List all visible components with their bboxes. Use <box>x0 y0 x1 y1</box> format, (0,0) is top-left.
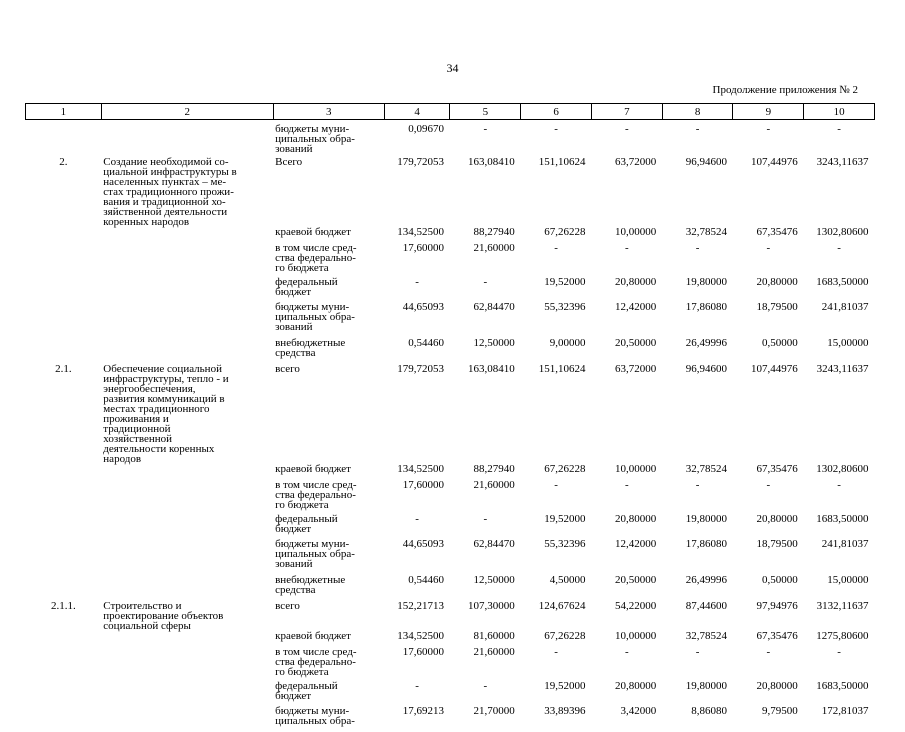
value-cell-col8: - <box>662 647 733 681</box>
page-number: 34 <box>0 61 905 76</box>
value-cell-col4: 0,54460 <box>384 338 450 364</box>
value-cell-col7: - <box>591 647 662 681</box>
row-funding-source: бюджеты муни- ципальных обра- <box>273 706 384 732</box>
value-cell-col8: 32,78524 <box>662 227 733 243</box>
value-cell-col6: 67,26228 <box>521 464 592 480</box>
row-code <box>26 243 102 277</box>
value-cell-col9: 9,79500 <box>733 706 804 732</box>
value-cell-col7: 20,80000 <box>591 277 662 302</box>
value-cell-col9: 107,44976 <box>733 364 804 464</box>
value-cell-col6: 19,52000 <box>521 277 592 302</box>
table-row <box>26 631 875 647</box>
value-cell-col5: 88,27940 <box>450 227 521 243</box>
row-activity-name <box>101 227 273 243</box>
value-cell-col7: - <box>591 243 662 277</box>
value-cell-col4: 152,21713 <box>384 601 450 631</box>
value-cell-col4: 0,54460 <box>384 575 450 601</box>
value-cell-col4: - <box>384 277 450 302</box>
table-row <box>26 364 875 464</box>
value-cell-col9: 107,44976 <box>733 157 804 227</box>
row-activity-name <box>101 124 273 157</box>
value-cell-col9: 20,80000 <box>733 514 804 539</box>
value-cell-col8: 26,49996 <box>662 575 733 601</box>
value-cell-col4: 17,60000 <box>384 243 450 277</box>
value-cell-col9: - <box>733 480 804 514</box>
row-funding-source: краевой бюджет <box>273 464 384 480</box>
row-activity-name <box>101 575 273 601</box>
table-row <box>26 681 875 706</box>
header-cell-8: 8 <box>662 104 733 120</box>
value-cell-col10: - <box>804 647 875 681</box>
value-cell-col9: 67,35476 <box>733 464 804 480</box>
table-header <box>26 104 875 120</box>
row-code <box>26 277 102 302</box>
value-cell-col8: 32,78524 <box>662 464 733 480</box>
value-cell-col9: 0,50000 <box>733 338 804 364</box>
value-cell-col5: 21,60000 <box>450 480 521 514</box>
row-funding-source: в том числе сред- ства федерально- го бюджета <box>273 243 384 277</box>
value-cell-col8: 19,80000 <box>662 514 733 539</box>
row-funding-source: всего <box>273 601 384 631</box>
table-row <box>26 601 875 631</box>
value-cell-col10: 1683,50000 <box>804 514 875 539</box>
row-code <box>26 631 102 647</box>
row-activity-name <box>101 480 273 514</box>
value-cell-col6: 33,89396 <box>521 706 592 732</box>
value-cell-col5: 163,08410 <box>450 364 521 464</box>
value-cell-col7: 10,00000 <box>591 464 662 480</box>
table-row <box>26 227 875 243</box>
value-cell-col8: 26,49996 <box>662 338 733 364</box>
value-cell-col10: 172,81037 <box>804 706 875 732</box>
value-cell-col9: - <box>733 243 804 277</box>
value-cell-col9: 67,35476 <box>733 227 804 243</box>
header-cell-9: 9 <box>733 104 804 120</box>
value-cell-col5: 12,50000 <box>450 338 521 364</box>
continuation-label: Продолжение приложения № 2 <box>713 84 858 96</box>
value-cell-col5: 21,60000 <box>450 243 521 277</box>
value-cell-col10: 3132,11637 <box>804 601 875 631</box>
value-cell-col5: 88,27940 <box>450 464 521 480</box>
value-cell-col10: 1683,50000 <box>804 277 875 302</box>
table-row <box>26 706 875 732</box>
value-cell-col7: 20,80000 <box>591 681 662 706</box>
table-row <box>26 277 875 302</box>
row-activity-name <box>101 706 273 732</box>
value-cell-col10: 241,81037 <box>804 539 875 575</box>
row-funding-source: бюджеты муни- ципальных обра- зований <box>273 539 384 575</box>
row-code <box>26 647 102 681</box>
row-activity-name <box>101 681 273 706</box>
value-cell-col4: 17,60000 <box>384 647 450 681</box>
value-cell-col5: 21,70000 <box>450 706 521 732</box>
row-activity-name: Создание необходимой со- циальной инфраструктуры в населенных пунктах – ме- стах традиционного прожи- вания и традиционной хо- зяйственной деятельности коренных народов <box>101 157 273 227</box>
value-cell-col8: - <box>662 243 733 277</box>
row-activity-name <box>101 338 273 364</box>
value-cell-col6: 9,00000 <box>521 338 592 364</box>
value-cell-col9: 97,94976 <box>733 601 804 631</box>
row-funding-source: федеральный бюджет <box>273 681 384 706</box>
table-row <box>26 514 875 539</box>
value-cell-col8: 8,86080 <box>662 706 733 732</box>
table-row <box>26 539 875 575</box>
value-cell-col10: - <box>804 243 875 277</box>
row-code <box>26 480 102 514</box>
value-cell-col10: 1275,80600 <box>804 631 875 647</box>
value-cell-col10: 3243,11637 <box>804 364 875 464</box>
value-cell-col8: 19,80000 <box>662 277 733 302</box>
value-cell-col5: 62,84470 <box>450 302 521 338</box>
table-row <box>26 647 875 681</box>
header-cell-7: 7 <box>591 104 662 120</box>
value-cell-col10: 3243,11637 <box>804 157 875 227</box>
row-activity-name <box>101 514 273 539</box>
value-cell-col5: 62,84470 <box>450 539 521 575</box>
value-cell-col4: 179,72053 <box>384 364 450 464</box>
value-cell-col4: 134,52500 <box>384 631 450 647</box>
value-cell-col8: 19,80000 <box>662 681 733 706</box>
value-cell-col7: 54,22000 <box>591 601 662 631</box>
value-cell-col7: 63,72000 <box>591 364 662 464</box>
row-code <box>26 514 102 539</box>
row-code <box>26 227 102 243</box>
value-cell-col6: 124,67624 <box>521 601 592 631</box>
row-code: 2.1. <box>26 364 102 464</box>
value-cell-col7: 3,42000 <box>591 706 662 732</box>
value-cell-col9: 18,79500 <box>733 539 804 575</box>
row-activity-name <box>101 539 273 575</box>
value-cell-col8: 17,86080 <box>662 302 733 338</box>
value-cell-col7: 20,80000 <box>591 514 662 539</box>
value-cell-col5: - <box>450 514 521 539</box>
header-row <box>26 104 875 120</box>
value-cell-col8: - <box>662 480 733 514</box>
value-cell-col9: 18,79500 <box>733 302 804 338</box>
value-cell-col10: 15,00000 <box>804 575 875 601</box>
value-cell-col5: 21,60000 <box>450 647 521 681</box>
value-cell-col10: - <box>804 480 875 514</box>
header-cell-4: 4 <box>384 104 450 120</box>
row-funding-source: федеральный бюджет <box>273 277 384 302</box>
row-code <box>26 302 102 338</box>
budget-table <box>25 103 875 732</box>
table-row <box>26 302 875 338</box>
row-funding-source: внебюджетные средства <box>273 338 384 364</box>
row-code: 2.1.1. <box>26 601 102 631</box>
value-cell-col4: 134,52500 <box>384 227 450 243</box>
row-activity-name <box>101 243 273 277</box>
value-cell-col5: - <box>450 277 521 302</box>
row-funding-source: бюджеты муни- ципальных обра- зований <box>273 124 384 157</box>
header-cell-3: 3 <box>273 104 384 120</box>
row-activity-name: Строительство и проектирование объектов социальной сферы <box>101 601 273 631</box>
value-cell-col4: - <box>384 681 450 706</box>
row-funding-source: федеральный бюджет <box>273 514 384 539</box>
row-activity-name <box>101 277 273 302</box>
table-row <box>26 464 875 480</box>
row-funding-source: всего <box>273 364 384 464</box>
row-funding-source: внебюджетные средства <box>273 575 384 601</box>
value-cell-col10: 1302,80600 <box>804 227 875 243</box>
value-cell-col10: 241,81037 <box>804 302 875 338</box>
value-cell-col6: 55,32396 <box>521 539 592 575</box>
value-cell-col9: 67,35476 <box>733 631 804 647</box>
header-cell-10: 10 <box>804 104 875 120</box>
value-cell-col5: - <box>450 124 521 157</box>
row-funding-source: краевой бюджет <box>273 227 384 243</box>
header-cell-2: 2 <box>101 104 273 120</box>
row-code <box>26 706 102 732</box>
value-cell-col8: 17,86080 <box>662 539 733 575</box>
row-funding-source: в том числе сред- ства федерально- го бюджета <box>273 647 384 681</box>
value-cell-col6: 151,10624 <box>521 157 592 227</box>
value-cell-col4: 44,65093 <box>384 302 450 338</box>
value-cell-col5: 81,60000 <box>450 631 521 647</box>
row-code <box>26 124 102 157</box>
value-cell-col7: 63,72000 <box>591 157 662 227</box>
value-cell-col6: 151,10624 <box>521 364 592 464</box>
value-cell-col5: 163,08410 <box>450 157 521 227</box>
value-cell-col4: 134,52500 <box>384 464 450 480</box>
value-cell-col7: 20,50000 <box>591 575 662 601</box>
value-cell-col8: 32,78524 <box>662 631 733 647</box>
value-cell-col6: 67,26228 <box>521 227 592 243</box>
value-cell-col7: 12,42000 <box>591 539 662 575</box>
row-code <box>26 464 102 480</box>
value-cell-col6: - <box>521 124 592 157</box>
value-cell-col6: - <box>521 243 592 277</box>
value-cell-col6: 19,52000 <box>521 681 592 706</box>
value-cell-col10: 15,00000 <box>804 338 875 364</box>
header-cell-6: 6 <box>521 104 592 120</box>
row-activity-name <box>101 464 273 480</box>
row-funding-source: в том числе сред- ства федерально- го бюджета <box>273 480 384 514</box>
value-cell-col6: - <box>521 480 592 514</box>
value-cell-col5: 107,30000 <box>450 601 521 631</box>
row-code: 2. <box>26 157 102 227</box>
table-row <box>26 243 875 277</box>
row-code <box>26 575 102 601</box>
value-cell-col4: 17,60000 <box>384 480 450 514</box>
value-cell-col4: 0,09670 <box>384 124 450 157</box>
row-code <box>26 338 102 364</box>
row-activity-name <box>101 631 273 647</box>
row-funding-source: Всего <box>273 157 384 227</box>
value-cell-col6: 4,50000 <box>521 575 592 601</box>
value-cell-col6: 19,52000 <box>521 514 592 539</box>
row-activity-name <box>101 302 273 338</box>
value-cell-col9: 20,80000 <box>733 681 804 706</box>
value-cell-col8: 96,94600 <box>662 157 733 227</box>
value-cell-col8: - <box>662 124 733 157</box>
value-cell-col7: 20,50000 <box>591 338 662 364</box>
row-code <box>26 539 102 575</box>
table-row <box>26 157 875 227</box>
value-cell-col7: 12,42000 <box>591 302 662 338</box>
value-cell-col7: 10,00000 <box>591 227 662 243</box>
value-cell-col4: 17,69213 <box>384 706 450 732</box>
value-cell-col6: 55,32396 <box>521 302 592 338</box>
value-cell-col8: 87,44600 <box>662 601 733 631</box>
header-cell-1: 1 <box>26 104 102 120</box>
value-cell-col8: 96,94600 <box>662 364 733 464</box>
value-cell-col7: 10,00000 <box>591 631 662 647</box>
value-cell-col5: - <box>450 681 521 706</box>
value-cell-col9: - <box>733 647 804 681</box>
value-cell-col9: - <box>733 124 804 157</box>
value-cell-col10: 1683,50000 <box>804 681 875 706</box>
value-cell-col9: 20,80000 <box>733 277 804 302</box>
table-row <box>26 480 875 514</box>
value-cell-col6: 67,26228 <box>521 631 592 647</box>
row-activity-name: Обеспечение социальной инфраструктуры, тепло - и энергообеспечения, развития коммуникаций в местах традиционного проживания и традиционной хозяйственной деятельности коренных народов <box>101 364 273 464</box>
row-activity-name <box>101 647 273 681</box>
row-code <box>26 681 102 706</box>
value-cell-col4: 179,72053 <box>384 157 450 227</box>
value-cell-col9: 0,50000 <box>733 575 804 601</box>
row-funding-source: краевой бюджет <box>273 631 384 647</box>
table-body <box>26 120 875 732</box>
table-row <box>26 124 875 157</box>
value-cell-col10: - <box>804 124 875 157</box>
value-cell-col6: - <box>521 647 592 681</box>
value-cell-col7: - <box>591 480 662 514</box>
table-row <box>26 575 875 601</box>
header-cell-5: 5 <box>450 104 521 120</box>
value-cell-col4: - <box>384 514 450 539</box>
row-funding-source: бюджеты муни- ципальных обра- зований <box>273 302 384 338</box>
value-cell-col5: 12,50000 <box>450 575 521 601</box>
value-cell-col10: 1302,80600 <box>804 464 875 480</box>
value-cell-col7: - <box>591 124 662 157</box>
table-row <box>26 338 875 364</box>
value-cell-col4: 44,65093 <box>384 539 450 575</box>
